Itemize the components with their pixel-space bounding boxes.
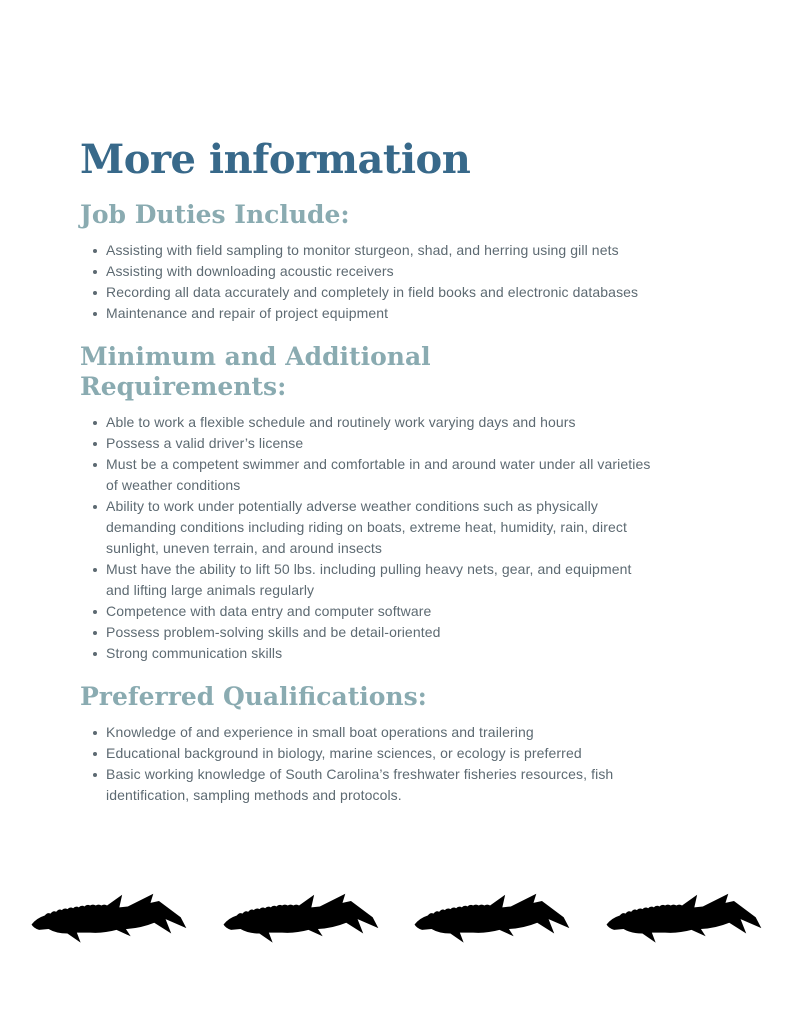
- list-item: Strong communication skills: [106, 643, 656, 664]
- preferred-qualifications-list: [80, 722, 656, 806]
- sturgeon-outline-icon: [599, 892, 767, 948]
- list-item: Must have the ability to lift 50 lbs. including pulling heavy nets, gear, and equipment and lifting large animals regularly: [106, 559, 656, 601]
- sturgeon-outline-icon: [24, 892, 192, 948]
- list-item: Possess a valid driver’s license: [106, 433, 656, 454]
- list-item: Basic working knowledge of South Carolina’s freshwater fisheries resources, fish identification, sampling methods and protocols.: [106, 764, 656, 806]
- sturgeon-decoration-row: [0, 892, 791, 948]
- section-preferred-qualifications: [80, 682, 720, 806]
- preferred-qualifications-heading: Preferred Qualifications:: [80, 682, 427, 711]
- job-duties-list: [80, 240, 656, 324]
- list-item: Assisting with field sampling to monitor sturgeon, shad, and herring using gill nets: [106, 240, 656, 261]
- list-item: Educational background in biology, marine sciences, or ecology is preferred: [106, 743, 656, 764]
- list-item: Recording all data accurately and completely in field books and electronic databases: [106, 282, 656, 303]
- sturgeon-outline-icon: [407, 892, 575, 948]
- job-duties-heading: Job Duties Include:: [80, 200, 350, 229]
- section-job-duties: [80, 200, 720, 324]
- list-item: Must be a competent swimmer and comfortable in and around water under all varieties of weather conditions: [106, 454, 656, 496]
- list-item: Ability to work under potentially adverse weather conditions such as physically demanding conditions including riding on boats, extreme heat, humidity, rain, direct sunlight, uneven terrain, and around insects: [106, 496, 656, 559]
- list-item: Assisting with downloading acoustic receivers: [106, 261, 656, 282]
- sturgeon-outline-icon: [216, 892, 384, 948]
- minimum-requirements-heading: Minimum and Additional Requirements:: [80, 342, 431, 401]
- page-title: More information: [80, 136, 471, 183]
- minimum-requirements-list: [80, 412, 656, 664]
- list-item: Maintenance and repair of project equipment: [106, 303, 656, 324]
- list-item: Able to work a flexible schedule and routinely work varying days and hours: [106, 412, 656, 433]
- list-item: Possess problem-solving skills and be detail-oriented: [106, 622, 656, 643]
- more-information-content: [80, 138, 720, 806]
- section-minimum-requirements: [80, 342, 720, 664]
- list-item: Competence with data entry and computer software: [106, 601, 656, 622]
- list-item: Knowledge of and experience in small boat operations and trailering: [106, 722, 656, 743]
